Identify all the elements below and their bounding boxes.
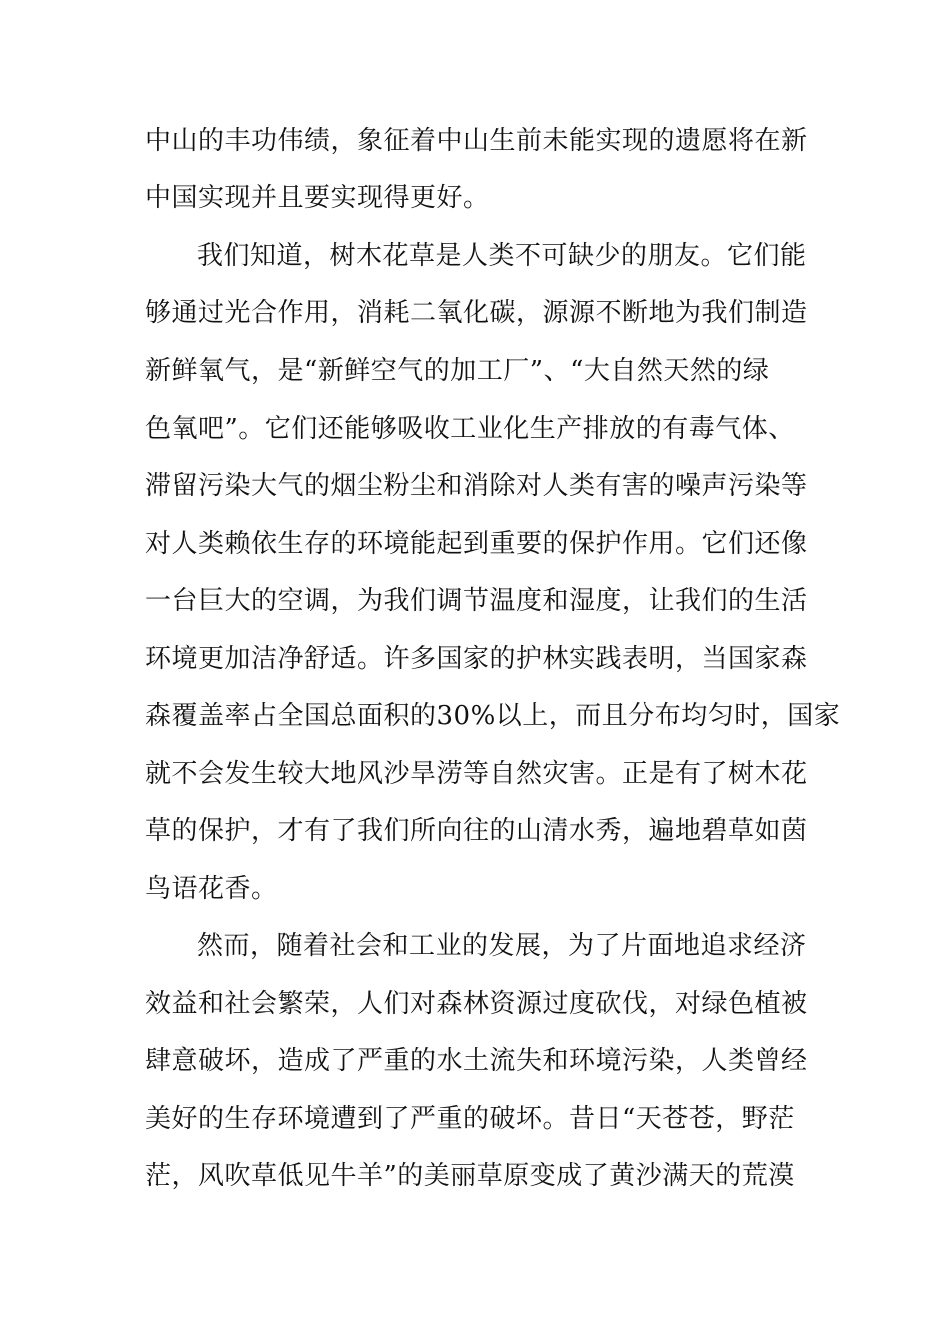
text-line: 新鲜氧气，是“新鲜空气的加工厂”、“大自然天然的绿 [145,356,770,386]
text-line: 美好的生存环境遭到了严重的破坏。昔日“天苍苍，野茫 [145,1104,795,1134]
text-line: 森覆盖率占全国总面积的30%以上，而且分布均匀时，国家 [145,701,841,731]
text-line: 够通过光合作用，消耗二氧化碳，源源不断地为我们制造 [145,298,808,328]
text-line: 草的保护，才有了我们所向往的山清水秀，遍地碧草如茵 [145,816,808,846]
text-line: 茫，风吹草低见牛羊”的美丽草原变成了黄沙满天的荒漠 [145,1161,795,1191]
text-line: 效益和社会繁荣，人们对森林资源过度砍伐，对绿色植被 [145,989,808,1019]
text-line: 对人类赖依生存的环境能起到重要的保护作用。它们还像 [145,529,808,559]
text-line: 环境更加洁净舒适。许多国家的护林实践表明，当国家森 [145,644,808,674]
text-line: 肆意破坏，造成了严重的水土流失和环境污染，人类曾经 [145,1046,808,1076]
text-line: 就不会发生较大地风沙旱涝等自然灾害。正是有了树木花 [145,759,808,789]
paragraph-start-line: 然而，随着社会和工业的发展，为了片面地追求经济 [197,931,807,961]
text-line: 色氧吧”。它们还能够吸收工业化生产排放的有毒气体、 [145,414,795,444]
text-line: 中国实现并且要实现得更好。 [145,183,490,213]
paragraph-start-line: 我们知道，树木花草是人类不可缺少的朋友。它们能 [197,241,807,271]
text-line: 滞留污染大气的烟尘粉尘和消除对人类有害的噪声污染等 [145,471,808,501]
text-line: 中山的丰功伟绩，象征着中山生前未能实现的遗愿将在新 [145,126,808,156]
text-line: 鸟语花香。 [145,874,278,904]
text-line: 一台巨大的空调，为我们调节温度和湿度，让我们的生活 [145,586,808,616]
